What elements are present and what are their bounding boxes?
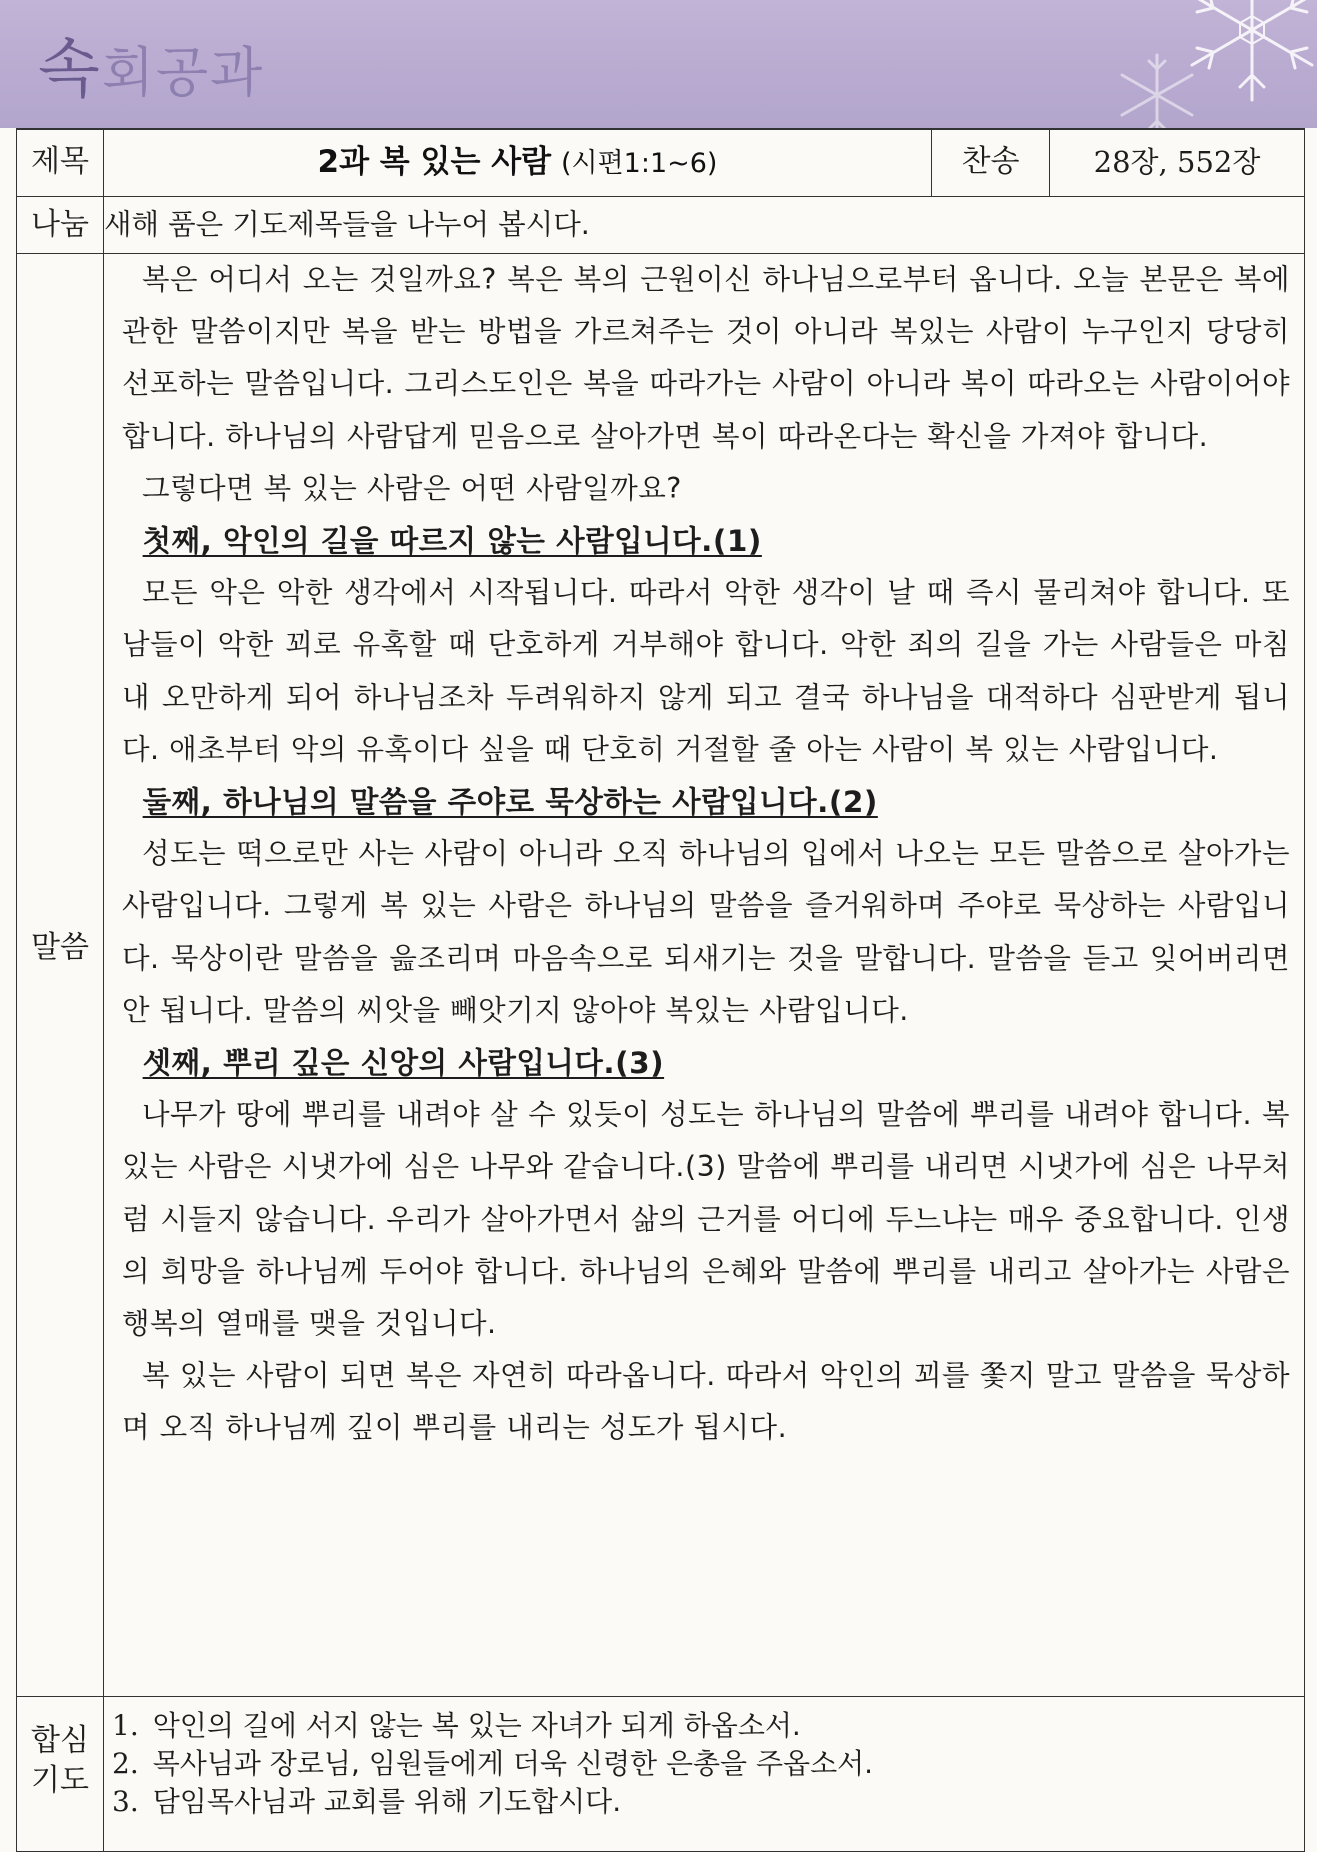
word-label: 말씀: [31, 930, 89, 965]
scripture-reference: (시편1:1~6): [560, 148, 718, 179]
prayer-number: 2.: [112, 1747, 139, 1780]
point3-paragraph: 나무가 땅에 뿌리를 내려야 살 수 있듯이 성도는 하나님의 말씀에 뿌리를 내려야 합니다. 복있는 사람은 시냇가에 심은 나무와 같습니다.(3) 말씀에 뿌리를 내리면 시냇가에 심은 나무처럼 시들지 않습니다. 우리가 살아가면서 삶의 근거를 어디에 두느냐는 매우 중요합니다. 인생의 희망을 하나님께 두어야 합니다. 하나님의 은혜와 말씀에 뿌리를 내리고 살아가는 사람은 행복의 열매를 맺을 것입니다.: [122, 1098, 1290, 1341]
word-row: [17, 254, 1305, 1697]
lesson-title-cell: [104, 129, 932, 197]
title-label: 제목: [17, 129, 104, 197]
hymn-label: 찬송: [932, 129, 1050, 197]
point2-paragraph: 성도는 떡으로만 사는 사람이 아니라 오직 하나님의 입에서 나오는 모든 말씀으로 살아가는 사람입니다. 그렇게 복 있는 사람은 하나님의 말씀을 즐거워하며 주야로 묵상하는 사람입니다. 묵상이란 말씀을 읊조리며 마음속으로 되새기는 것을 말합니다. 말씀을 듣고 잊어버리면 안 됩니다. 말씀의 씨앗을 빼앗기지 않아야 복있는 사람입니다.: [122, 837, 1290, 1027]
title-row: [17, 129, 1305, 197]
lesson-title: 2과 복 있는 사람: [317, 144, 552, 180]
prayer-item: [112, 1783, 1304, 1821]
share-text: 새해 품은 기도제목들을 나누어 봅시다.: [104, 197, 1305, 254]
lesson-table: [16, 128, 1305, 1852]
prayer-label-line1: 합심: [31, 1723, 89, 1758]
point3-heading: 셋째, 뿌리 깊은 신앙의 사람입니다.(3): [142, 1046, 665, 1081]
snowflake-icon: [1017, 0, 1317, 128]
hymn-numbers: 28장, 552장: [1050, 129, 1305, 197]
word-label-cell: [17, 254, 104, 1697]
header-title-rest: 회공과: [101, 41, 265, 104]
point2-heading: 둘째, 하나님의 말씀을 주야로 묵상하는 사람입니다.(2): [142, 785, 878, 820]
point1-paragraph: 모든 악은 악한 생각에서 시작됩니다. 따라서 악한 생각이 날 때 즉시 물리쳐야 합니다. 또 남들이 악한 꾀로 유혹할 때 단호하게 거부해야 합니다. 악한 죄의 길을 가는 사람들은 마침내 오만하게 되어 하나님조차 두려워하지 않게 되고 결국 하나님을 대적하다 심판받게 됩니다. 애초부터 악의 유혹이다 싶을 때 단호히 거절할 줄 아는 사람이 복 있는 사람입니다.: [122, 576, 1290, 766]
prayer-text: 담임목사님과 교회를 위해 기도합시다.: [152, 1785, 622, 1818]
header-title: [38, 18, 264, 110]
header-title-first: 속: [38, 33, 102, 107]
sermon-body: [104, 254, 1305, 1697]
prayer-number: 3.: [112, 1785, 139, 1818]
prayer-cell: [104, 1697, 1305, 1852]
prayer-text: 목사님과 장로님, 임원들에게 더욱 신령한 은총을 주옵소서.: [152, 1747, 874, 1780]
prayer-item: [112, 1745, 1304, 1783]
header-band: [0, 0, 1317, 128]
point1-heading: 첫째, 악인의 길을 따르지 않는 사람입니다.(1): [142, 524, 762, 559]
share-label: 나눔: [17, 197, 104, 254]
prayer-label-line2: 기도: [31, 1763, 89, 1798]
prayer-row: [17, 1697, 1305, 1852]
share-row: [17, 197, 1305, 254]
prayer-text: 악인의 길에 서지 않는 복 있는 자녀가 되게 하옵소서.: [152, 1709, 801, 1742]
conclusion-paragraph: 복 있는 사람이 되면 복은 자연히 따라옵니다. 따라서 악인의 꾀를 쫓지 말고 말씀을 묵상하며 오직 하나님께 깊이 뿌리를 내리는 성도가 됩시다.: [122, 1359, 1290, 1445]
prayer-list: [104, 1697, 1304, 1821]
prayer-item: [112, 1707, 1304, 1745]
intro-question: 그렇다면 복 있는 사람은 어떤 사람일까요?: [141, 471, 682, 505]
intro-paragraph: 복은 어디서 오는 것일까요? 복은 복의 근원이신 하나님으로부터 옵니다. 오늘 본문은 복에 관한 말씀이지만 복을 받는 방법을 가르쳐주는 것이 아니라 복있는 사람이 누구인지 당당히 선포하는 말씀입니다. 그리스도인은 복을 따라가는 사람이 아니라 복이 따라오는 사람이어야 합니다. 하나님의 사람답게 믿음으로 살아가면 복이 따라온다는 확신을 가져야 합니다.: [122, 263, 1290, 453]
prayer-number: 1.: [112, 1709, 139, 1742]
prayer-label: [17, 1697, 104, 1852]
